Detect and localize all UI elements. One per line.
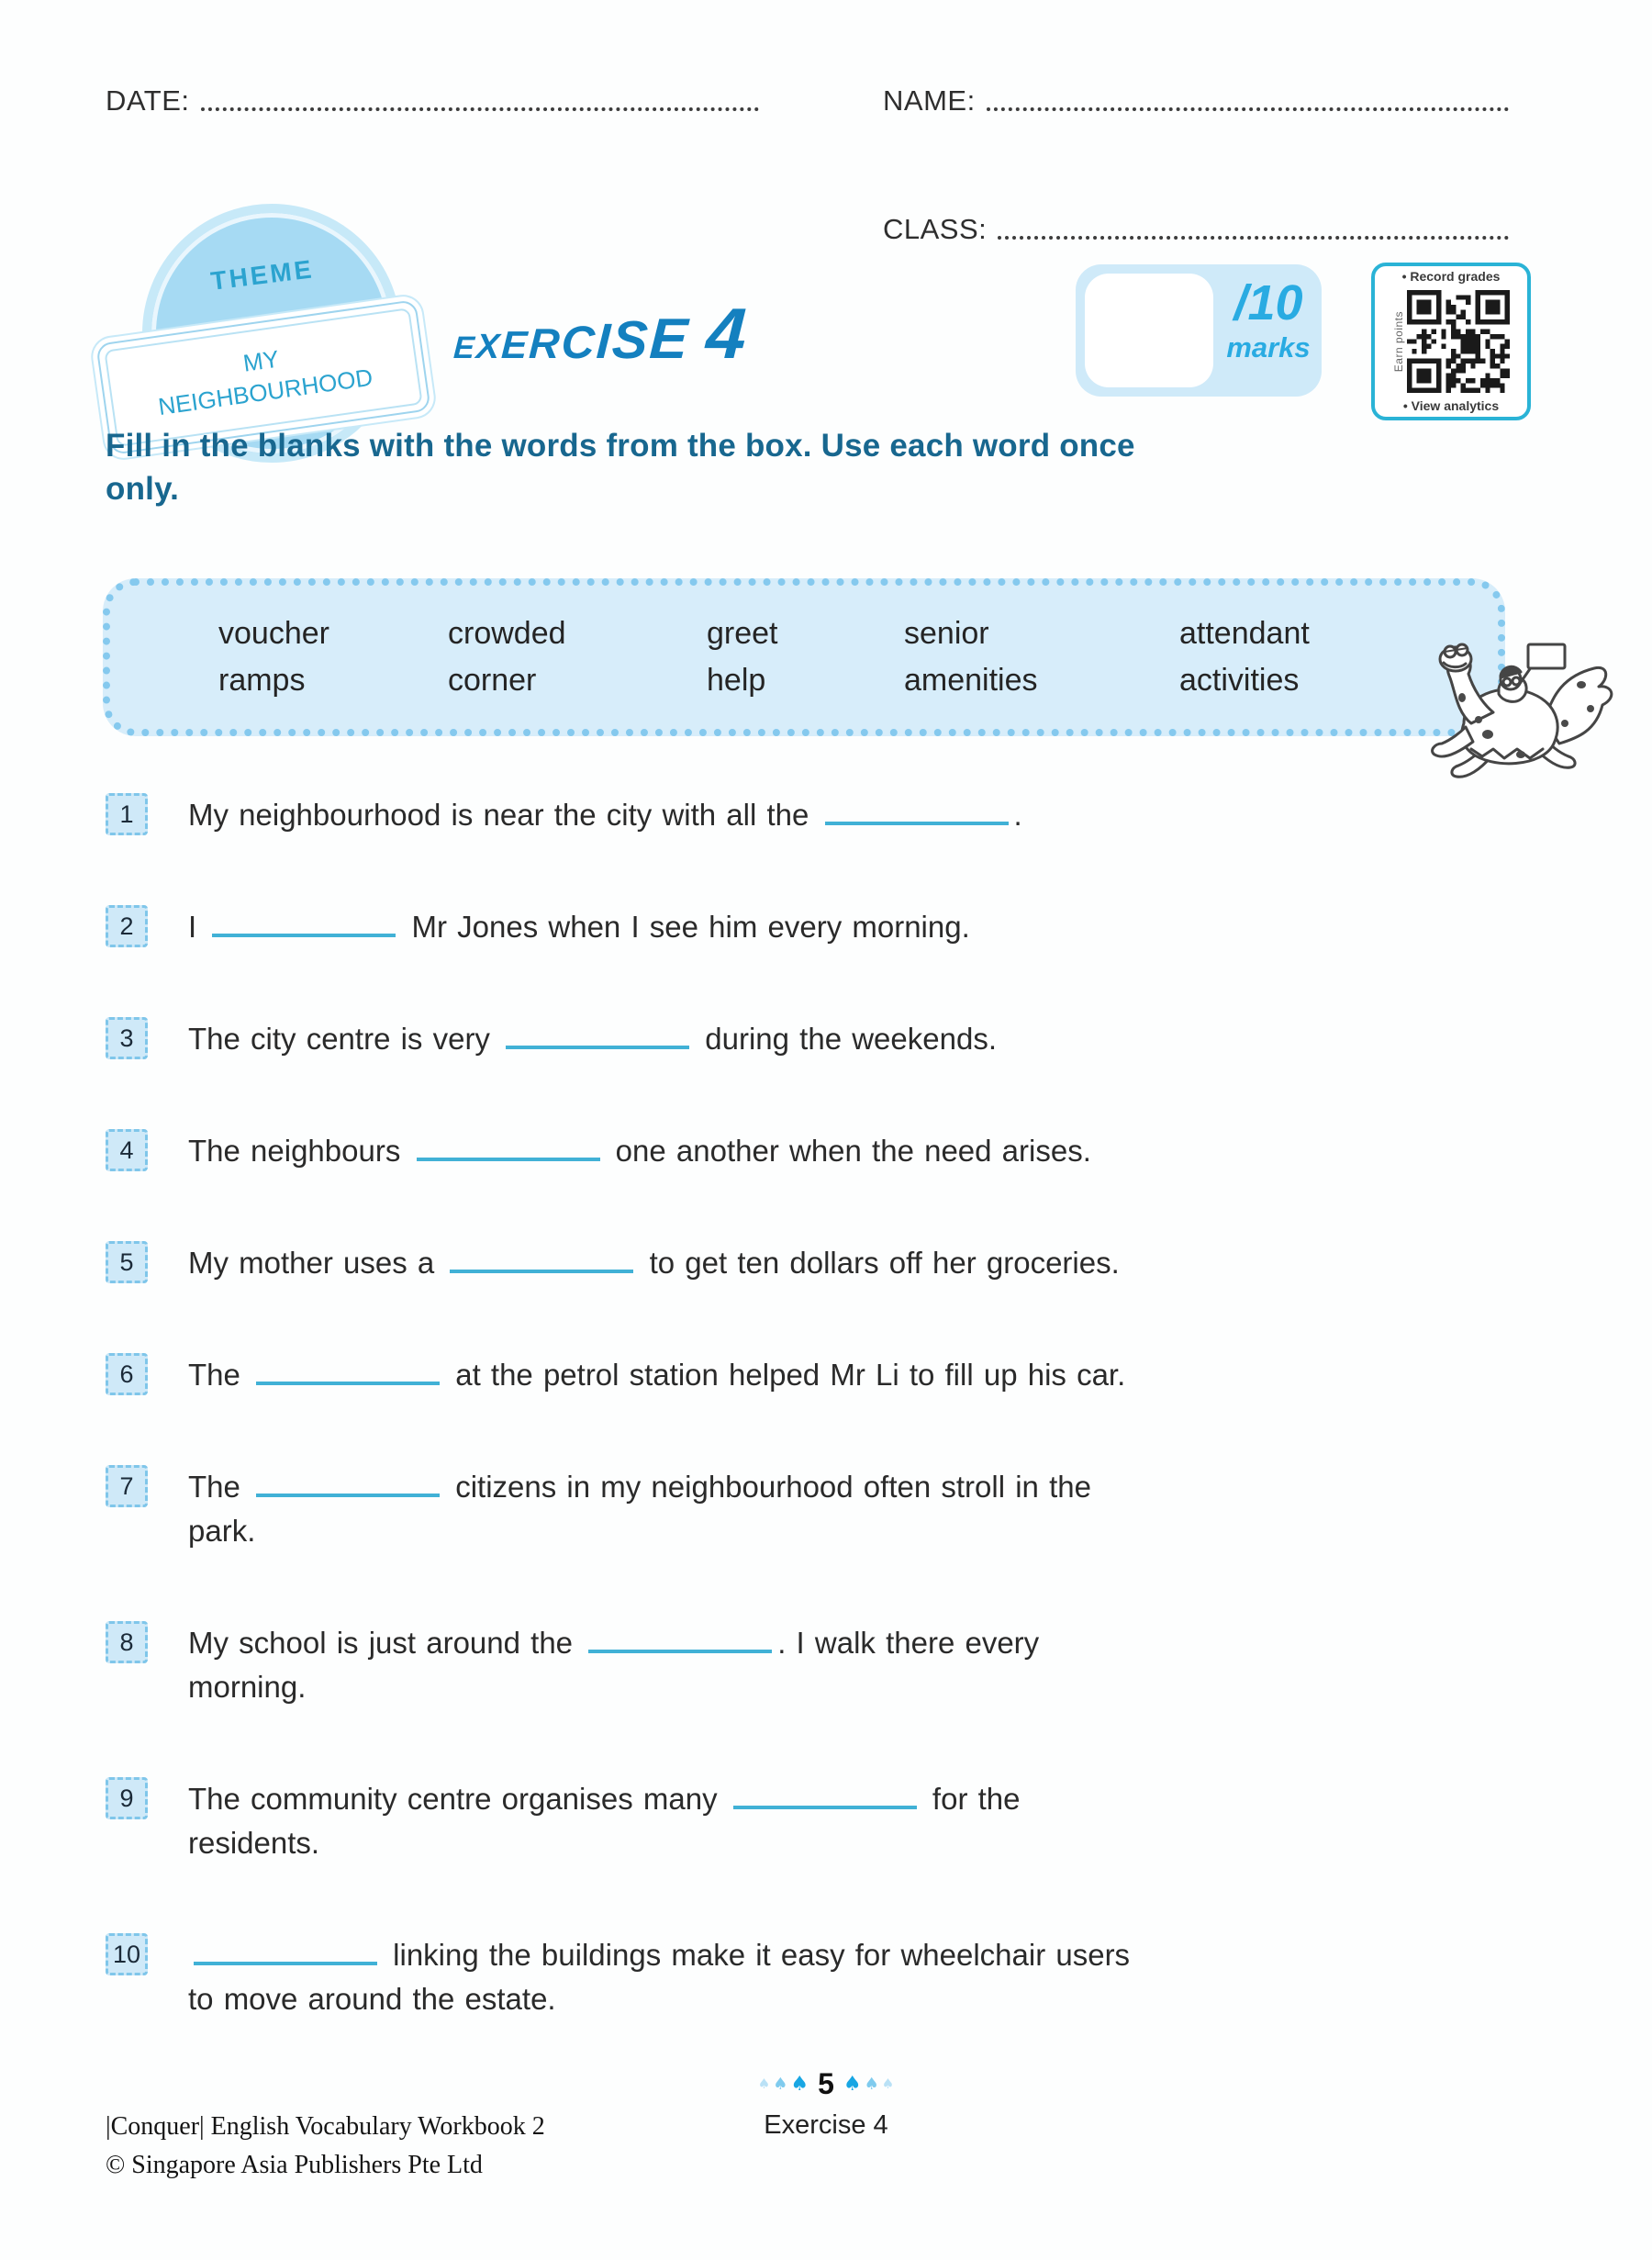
question-number-badge: 6: [106, 1353, 148, 1395]
answer-blank[interactable]: [212, 903, 396, 937]
question-number-badge: 8: [106, 1621, 148, 1663]
answer-blank[interactable]: [256, 1463, 440, 1497]
qr-panel[interactable]: [1371, 263, 1531, 420]
spade-icon: ♠: [864, 2074, 879, 2094]
score-writein-box[interactable]: [1085, 274, 1213, 387]
question-text: My mother uses a to get ten dollars off her groceries.: [188, 1239, 1524, 1285]
imprint-line-2: © Singapore Asia Publishers Pte Ltd: [106, 2151, 483, 2179]
question-number-badge: 2: [106, 905, 148, 947]
question-item: [106, 1015, 1524, 1061]
question-item: [106, 1239, 1524, 1285]
page-number: 5: [818, 2067, 834, 2100]
spade-icon: ♠: [773, 2074, 788, 2094]
question-text: The citizens in my neighbourhood often stroll in the park.: [188, 1463, 1524, 1553]
class-field: [883, 213, 1509, 246]
name-writein-line[interactable]: [987, 107, 1509, 111]
question-list: [106, 791, 1524, 2087]
qr-top-label: • Record grades: [1402, 269, 1501, 285]
answer-blank[interactable]: [506, 1015, 689, 1049]
footer-imprint: [106, 2108, 545, 2185]
qr-code-icon: [1407, 290, 1510, 393]
word-bank-word: senior: [904, 615, 989, 651]
name-field: [883, 84, 1509, 117]
marks-total-wrap: [1221, 277, 1316, 364]
word-bank-word: corner: [448, 663, 537, 698]
question-item: [106, 1351, 1524, 1397]
class-label: CLASS:: [883, 213, 988, 245]
spade-icon: ♠: [790, 2072, 809, 2096]
marks-total: /10: [1233, 275, 1303, 330]
word-bank-word: ramps: [218, 663, 306, 698]
spade-icon: ♠: [757, 2075, 771, 2092]
question-item: [106, 1775, 1524, 1865]
word-bank-word: voucher: [218, 615, 329, 651]
word-bank-word: activities: [1179, 663, 1300, 698]
page-number-row: [758, 2067, 894, 2101]
mascot-illustration: [1402, 632, 1623, 797]
word-bank-word: attendant: [1179, 615, 1310, 651]
answer-blank[interactable]: [450, 1239, 633, 1273]
question-text: My school is just around the . I walk there every morning.: [188, 1619, 1524, 1709]
footer-center: [758, 2067, 894, 2141]
question-text: My neighbourhood is near the city with all the .: [188, 791, 1524, 837]
word-bank-word: help: [707, 663, 766, 698]
question-text: The at the petrol station helped Mr Li to fill up his car.: [188, 1351, 1524, 1397]
question-number-badge: 9: [106, 1777, 148, 1819]
word-bank-word: greet: [707, 615, 778, 651]
answer-blank[interactable]: [733, 1775, 917, 1809]
answer-blank[interactable]: [256, 1351, 440, 1385]
qr-side-label: Earn points: [1392, 310, 1405, 373]
marks-unit-label: marks: [1226, 330, 1311, 364]
theme-title: MY NEIGHBOURHOOD: [156, 344, 374, 421]
question-text: I Mr Jones when I see him every morning.: [188, 903, 1524, 949]
question-item: [106, 1463, 1524, 1553]
answer-blank[interactable]: [588, 1619, 772, 1653]
date-label: DATE:: [106, 84, 190, 117]
question-number-badge: 1: [106, 793, 148, 835]
footer-exercise-label: Exercise 4: [764, 2110, 888, 2140]
marks-box: [1076, 264, 1322, 397]
qr-bottom-label: • View analytics: [1403, 398, 1499, 414]
question-item: [106, 1127, 1524, 1173]
question-number-badge: 3: [106, 1017, 148, 1059]
name-label: NAME:: [883, 84, 976, 117]
imprint-line-1: |Conquer| English Vocabulary Workbook 2: [106, 2112, 545, 2141]
question-item: [106, 791, 1524, 837]
question-text: The city centre is very during the weekends.: [188, 1015, 1524, 1061]
spade-icon: ♠: [843, 2072, 862, 2096]
question-number-badge: 5: [106, 1241, 148, 1283]
word-bank-word: amenities: [904, 663, 1038, 698]
class-writein-line[interactable]: [998, 236, 1509, 240]
question-item: [106, 903, 1524, 949]
instruction-text: Fill in the blanks with the words from the box. Use each word once only.: [106, 428, 1135, 508]
question-number-badge: 10: [106, 1933, 148, 1975]
answer-blank[interactable]: [194, 1931, 377, 1965]
word-bank-word: crowded: [448, 615, 566, 651]
answer-blank[interactable]: [825, 791, 1009, 825]
word-bank-box: [103, 578, 1505, 736]
theme-label: THEME: [208, 254, 316, 296]
question-item: [106, 1619, 1524, 1709]
question-text: The community centre organises many for the residents.: [188, 1775, 1524, 1865]
exercise-title: E X E R C I S E 4: [452, 293, 751, 374]
question-number-badge: 7: [106, 1465, 148, 1507]
date-field: [106, 84, 759, 117]
question-item: [106, 1931, 1524, 2021]
question-text: The neighbours one another when the need arises.: [188, 1127, 1524, 1173]
date-writein-line[interactable]: [201, 107, 760, 111]
question-text: linking the buildings make it easy for wheelchair users to move around the estate.: [188, 1931, 1524, 2021]
spade-icon: ♠: [881, 2075, 895, 2092]
answer-blank[interactable]: [417, 1127, 600, 1161]
question-number-badge: 4: [106, 1129, 148, 1171]
